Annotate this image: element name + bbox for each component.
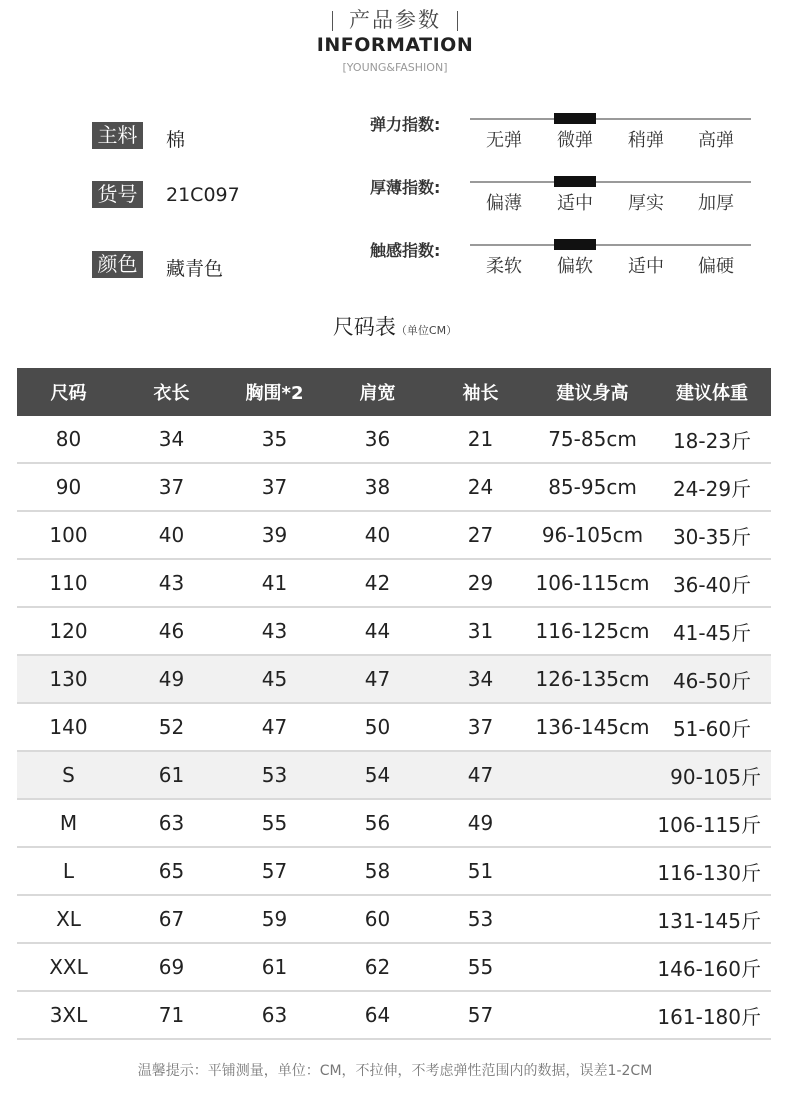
table-cell bbox=[532, 799, 653, 847]
table-row bbox=[17, 847, 771, 895]
divider bbox=[457, 11, 458, 31]
table-cell: 57 bbox=[223, 847, 326, 895]
table-cell: 106-115cm bbox=[532, 559, 653, 607]
table-cell: 42 bbox=[326, 559, 429, 607]
table-cell: 35 bbox=[223, 416, 326, 463]
table-row bbox=[17, 416, 771, 463]
table-cell: 136-145cm bbox=[532, 703, 653, 751]
index-option: 柔软 bbox=[486, 256, 522, 277]
table-cell: 106-115斤 bbox=[653, 799, 771, 847]
table-cell: 3XL bbox=[17, 991, 120, 1039]
table-cell: 49 bbox=[120, 655, 223, 703]
table-cell: M bbox=[17, 799, 120, 847]
table-cell: 44 bbox=[326, 607, 429, 655]
size-table-caption bbox=[0, 311, 790, 341]
table-cell: 37 bbox=[429, 703, 532, 751]
table-header-cell: 建议体重 bbox=[653, 368, 771, 416]
table-cell: 116-125cm bbox=[532, 607, 653, 655]
table-cell: 90 bbox=[17, 463, 120, 511]
table-row bbox=[17, 607, 771, 655]
table-cell: 41-45斤 bbox=[653, 607, 771, 655]
attr-value-sku: 21C097 bbox=[166, 184, 240, 206]
table-cell: 53 bbox=[223, 751, 326, 799]
table-cell: 69 bbox=[120, 943, 223, 991]
table-cell: 55 bbox=[223, 799, 326, 847]
index-title: 厚薄指数: bbox=[370, 178, 441, 197]
index-option: 偏软 bbox=[557, 256, 593, 277]
table-cell: 59 bbox=[223, 895, 326, 943]
table-cell: 40 bbox=[120, 511, 223, 559]
table-cell: 52 bbox=[120, 703, 223, 751]
table-row bbox=[17, 655, 771, 703]
table-cell: 85-95cm bbox=[532, 463, 653, 511]
table-row bbox=[17, 943, 771, 991]
table-cell: 54 bbox=[326, 751, 429, 799]
index-option: 加厚 bbox=[698, 193, 734, 214]
size-table bbox=[17, 368, 771, 1040]
table-cell bbox=[532, 991, 653, 1039]
attr-value-material: 棉 bbox=[166, 129, 186, 151]
table-cell: 131-145斤 bbox=[653, 895, 771, 943]
table-cell: 43 bbox=[120, 559, 223, 607]
table-cell: 146-160斤 bbox=[653, 943, 771, 991]
table-row bbox=[17, 463, 771, 511]
footnote: 温馨提示：平铺测量，单位：CM，不拉伸，不考虑弹性范围内的数据，误差1-2CM bbox=[137, 1063, 653, 1079]
table-cell bbox=[532, 751, 653, 799]
section-subtitle: INFORMATION bbox=[316, 34, 474, 56]
table-cell: 53 bbox=[429, 895, 532, 943]
index-selected-marker bbox=[554, 113, 596, 124]
table-cell: 63 bbox=[120, 799, 223, 847]
table-cell: 47 bbox=[429, 751, 532, 799]
table-cell: 130 bbox=[17, 655, 120, 703]
table-cell: 36-40斤 bbox=[653, 559, 771, 607]
index-selected-marker bbox=[554, 176, 596, 187]
table-cell: 161-180斤 bbox=[653, 991, 771, 1039]
table-cell: 61 bbox=[223, 943, 326, 991]
table-row bbox=[17, 751, 771, 799]
index-option: 稍弹 bbox=[628, 130, 664, 151]
table-cell: 56 bbox=[326, 799, 429, 847]
table-row bbox=[17, 799, 771, 847]
table-cell: 51 bbox=[429, 847, 532, 895]
index-title: 弹力指数: bbox=[370, 115, 441, 134]
table-header-cell: 建议身高 bbox=[532, 368, 653, 416]
table-cell: 34 bbox=[429, 655, 532, 703]
attr-label-material: 主料 bbox=[92, 122, 143, 149]
index-title: 触感指数: bbox=[370, 241, 441, 260]
table-cell: 140 bbox=[17, 703, 120, 751]
index-option: 适中 bbox=[628, 256, 664, 277]
table-row bbox=[17, 559, 771, 607]
index-option: 适中 bbox=[557, 193, 593, 214]
table-cell: 61 bbox=[120, 751, 223, 799]
table-cell: 62 bbox=[326, 943, 429, 991]
table-cell: 57 bbox=[429, 991, 532, 1039]
table-cell: 31 bbox=[429, 607, 532, 655]
table-cell: 50 bbox=[326, 703, 429, 751]
table-cell: XXL bbox=[17, 943, 120, 991]
table-cell: 29 bbox=[429, 559, 532, 607]
attr-value-color: 藏青色 bbox=[166, 258, 224, 280]
table-cell: S bbox=[17, 751, 120, 799]
size-table-title: 尺码表 bbox=[332, 315, 396, 339]
table-cell: 40 bbox=[326, 511, 429, 559]
table-cell: 46 bbox=[120, 607, 223, 655]
table-cell: 47 bbox=[326, 655, 429, 703]
table-cell: 64 bbox=[326, 991, 429, 1039]
table-header-cell: 衣长 bbox=[120, 368, 223, 416]
table-cell: 38 bbox=[326, 463, 429, 511]
section-title bbox=[0, 4, 790, 34]
table-cell: 27 bbox=[429, 511, 532, 559]
table-cell: L bbox=[17, 847, 120, 895]
table-cell: 90-105斤 bbox=[653, 751, 771, 799]
table-cell: 24-29斤 bbox=[653, 463, 771, 511]
index-option: 高弹 bbox=[698, 130, 734, 151]
table-cell: 63 bbox=[223, 991, 326, 1039]
index-scale-line bbox=[470, 244, 751, 246]
table-row bbox=[17, 895, 771, 943]
table-cell: 39 bbox=[223, 511, 326, 559]
table-header-cell: 尺码 bbox=[17, 368, 120, 416]
table-cell: 45 bbox=[223, 655, 326, 703]
table-cell: 49 bbox=[429, 799, 532, 847]
table-cell: 120 bbox=[17, 607, 120, 655]
section-tagline: [YOUNG&FASHION] bbox=[342, 61, 448, 74]
table-cell bbox=[532, 847, 653, 895]
table-row bbox=[17, 703, 771, 751]
index-option: 厚实 bbox=[628, 193, 664, 214]
table-cell: 110 bbox=[17, 559, 120, 607]
table-cell: 55 bbox=[429, 943, 532, 991]
table-cell: 58 bbox=[326, 847, 429, 895]
table-cell: 51-60斤 bbox=[653, 703, 771, 751]
table-cell: 46-50斤 bbox=[653, 655, 771, 703]
table-header-cell: 肩宽 bbox=[326, 368, 429, 416]
table-row bbox=[17, 511, 771, 559]
table-cell: 60 bbox=[326, 895, 429, 943]
table-cell: 116-130斤 bbox=[653, 847, 771, 895]
table-cell: 36 bbox=[326, 416, 429, 463]
table-cell: XL bbox=[17, 895, 120, 943]
table-cell: 67 bbox=[120, 895, 223, 943]
table-cell: 71 bbox=[120, 991, 223, 1039]
table-header-cell: 胸围*2 bbox=[223, 368, 326, 416]
table-header-cell: 袖长 bbox=[429, 368, 532, 416]
table-row bbox=[17, 991, 771, 1039]
table-cell: 37 bbox=[223, 463, 326, 511]
table-cell bbox=[532, 895, 653, 943]
index-option: 无弹 bbox=[486, 130, 522, 151]
section-title-text: 产品参数 bbox=[349, 8, 441, 32]
table-cell: 80 bbox=[17, 416, 120, 463]
table-cell: 18-23斤 bbox=[653, 416, 771, 463]
table-cell: 37 bbox=[120, 463, 223, 511]
index-option: 偏硬 bbox=[698, 256, 734, 277]
table-cell: 47 bbox=[223, 703, 326, 751]
table-header-row bbox=[17, 368, 771, 416]
table-cell: 65 bbox=[120, 847, 223, 895]
size-table-unit: （单位CM） bbox=[395, 324, 458, 337]
table-cell: 96-105cm bbox=[532, 511, 653, 559]
table-cell bbox=[532, 943, 653, 991]
table-cell: 24 bbox=[429, 463, 532, 511]
table-cell: 126-135cm bbox=[532, 655, 653, 703]
table-cell: 75-85cm bbox=[532, 416, 653, 463]
table-cell: 30-35斤 bbox=[653, 511, 771, 559]
table-cell: 34 bbox=[120, 416, 223, 463]
table-cell: 41 bbox=[223, 559, 326, 607]
table-cell: 43 bbox=[223, 607, 326, 655]
table-cell: 100 bbox=[17, 511, 120, 559]
attr-label-sku: 货号 bbox=[92, 181, 143, 208]
table-cell: 21 bbox=[429, 416, 532, 463]
index-selected-marker bbox=[554, 239, 596, 250]
divider bbox=[332, 11, 333, 31]
index-option: 偏薄 bbox=[486, 193, 522, 214]
index-scale-line bbox=[470, 118, 751, 120]
index-scale-line bbox=[470, 181, 751, 183]
index-option: 微弹 bbox=[557, 130, 593, 151]
attr-label-color: 颜色 bbox=[92, 251, 143, 278]
